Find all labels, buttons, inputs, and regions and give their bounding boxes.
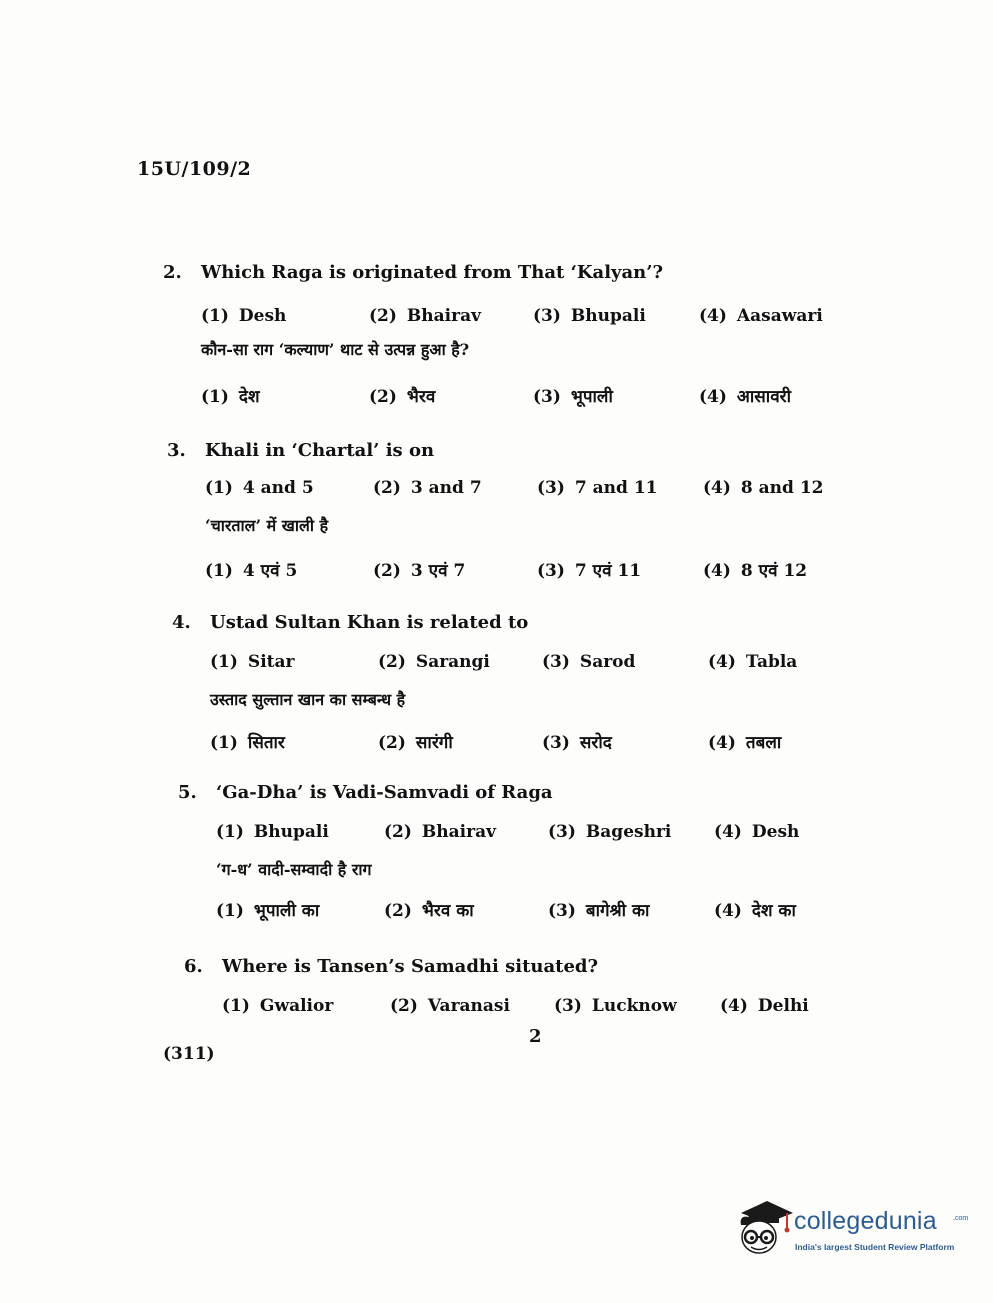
- option-1: (1) Bhupali: [216, 822, 329, 842]
- option-4: (4) Tabla: [708, 652, 798, 672]
- question-text-hi: उस्ताद सुल्तान खान का सम्बन्ध है: [210, 690, 406, 709]
- option-1: (1) Gwalior: [222, 996, 334, 1016]
- question-line: [172, 612, 528, 633]
- options-en: [222, 996, 862, 1022]
- question-number: 5.: [178, 782, 197, 803]
- options-hi: [205, 558, 845, 584]
- option-3: (3) Sarod: [542, 652, 636, 672]
- option-hi-2: (2) भैरव: [369, 387, 436, 407]
- question-text-en: Where is Tansen’s Samadhi situated?: [222, 956, 599, 977]
- brand-com: .com: [953, 1215, 969, 1222]
- option-2: (2) 3 and 7: [373, 478, 482, 498]
- option-3: (3) 7 and 11: [537, 478, 658, 498]
- option-4: (4) Delhi: [720, 996, 809, 1016]
- option-hi-1: (1) देश: [201, 387, 260, 407]
- brand-name: collegedunia: [794, 1207, 937, 1235]
- option-hi-3: (3) भूपाली: [533, 387, 613, 407]
- options-en: [210, 652, 850, 678]
- option-hi-1: (1) भूपाली का: [216, 901, 320, 921]
- question-line: [178, 782, 553, 803]
- option-2: (2) Bhairav: [369, 306, 481, 326]
- collegedunia-watermark: [735, 1195, 969, 1265]
- options-en: [201, 306, 841, 332]
- paper-code: 15U/109/2: [137, 158, 252, 180]
- question-number: 2.: [163, 262, 182, 283]
- option-hi-2: (2) सारंगी: [378, 733, 453, 753]
- options-en: [216, 822, 856, 848]
- option-4: (4) 8 and 12: [703, 478, 824, 498]
- question-line: [167, 440, 434, 461]
- option-hi-1: (1) 4 एवं 5: [205, 561, 298, 581]
- option-2: (2) Sarangi: [378, 652, 490, 672]
- option-1: (1) Desh: [201, 306, 287, 326]
- option-hi-3: (3) सरोद: [542, 733, 612, 753]
- option-2: (2) Bhairav: [384, 822, 496, 842]
- option-3: (3) Lucknow: [554, 996, 677, 1016]
- option-1: (1) 4 and 5: [205, 478, 314, 498]
- options-hi: [201, 384, 841, 410]
- option-hi-4: (4) 8 एवं 12: [703, 561, 808, 581]
- options-en: [205, 478, 845, 504]
- question-text-hi: ‘ग-ध’ वादी-सम्वादी है राग: [216, 860, 372, 879]
- options-hi: [216, 898, 856, 924]
- question-number: 3.: [167, 440, 186, 461]
- option-2: (2) Varanasi: [390, 996, 510, 1016]
- option-hi-3: (3) बागेश्री का: [548, 901, 650, 921]
- question-text-hi: ‘चारताल’ में खाली है: [205, 516, 329, 535]
- question-text-hi: कौन-सा राग ‘कल्याण’ थाट से उत्पन्न हुआ है?: [201, 340, 470, 359]
- question-line: [163, 262, 663, 283]
- option-hi-2: (2) भैरव का: [384, 901, 474, 921]
- question-text-en: Ustad Sultan Khan is related to: [210, 612, 529, 633]
- option-3: (3) Bhupali: [533, 306, 646, 326]
- question-text-en: Khali in ‘Chartal’ is on: [205, 440, 435, 461]
- option-4: (4) Aasawari: [699, 306, 823, 326]
- option-4: (4) Desh: [714, 822, 800, 842]
- option-hi-4: (4) देश का: [714, 901, 796, 921]
- question-text-en: Which Raga is originated from That ‘Kalyan’?: [201, 262, 664, 283]
- collegedunia-logo-icon: [735, 1195, 793, 1257]
- option-1: (1) Sitar: [210, 652, 295, 672]
- options-hi: [210, 730, 850, 756]
- option-3: (3) Bageshri: [548, 822, 672, 842]
- brand-tagline: India's largest Student Review Platform: [795, 1242, 955, 1252]
- footer-code: (311): [163, 1044, 215, 1064]
- option-hi-4: (4) तबला: [708, 733, 782, 753]
- option-hi-4: (4) आसावरी: [699, 387, 791, 407]
- page-number: 2: [529, 1026, 542, 1047]
- option-hi-1: (1) सितार: [210, 733, 285, 753]
- question-text-en: ‘Ga-Dha’ is Vadi-Samvadi of Raga: [216, 782, 553, 803]
- option-hi-2: (2) 3 एवं 7: [373, 561, 466, 581]
- question-number: 4.: [172, 612, 191, 633]
- question-number: 6.: [184, 956, 203, 977]
- option-hi-3: (3) 7 एवं 11: [537, 561, 642, 581]
- question-line: [184, 956, 598, 977]
